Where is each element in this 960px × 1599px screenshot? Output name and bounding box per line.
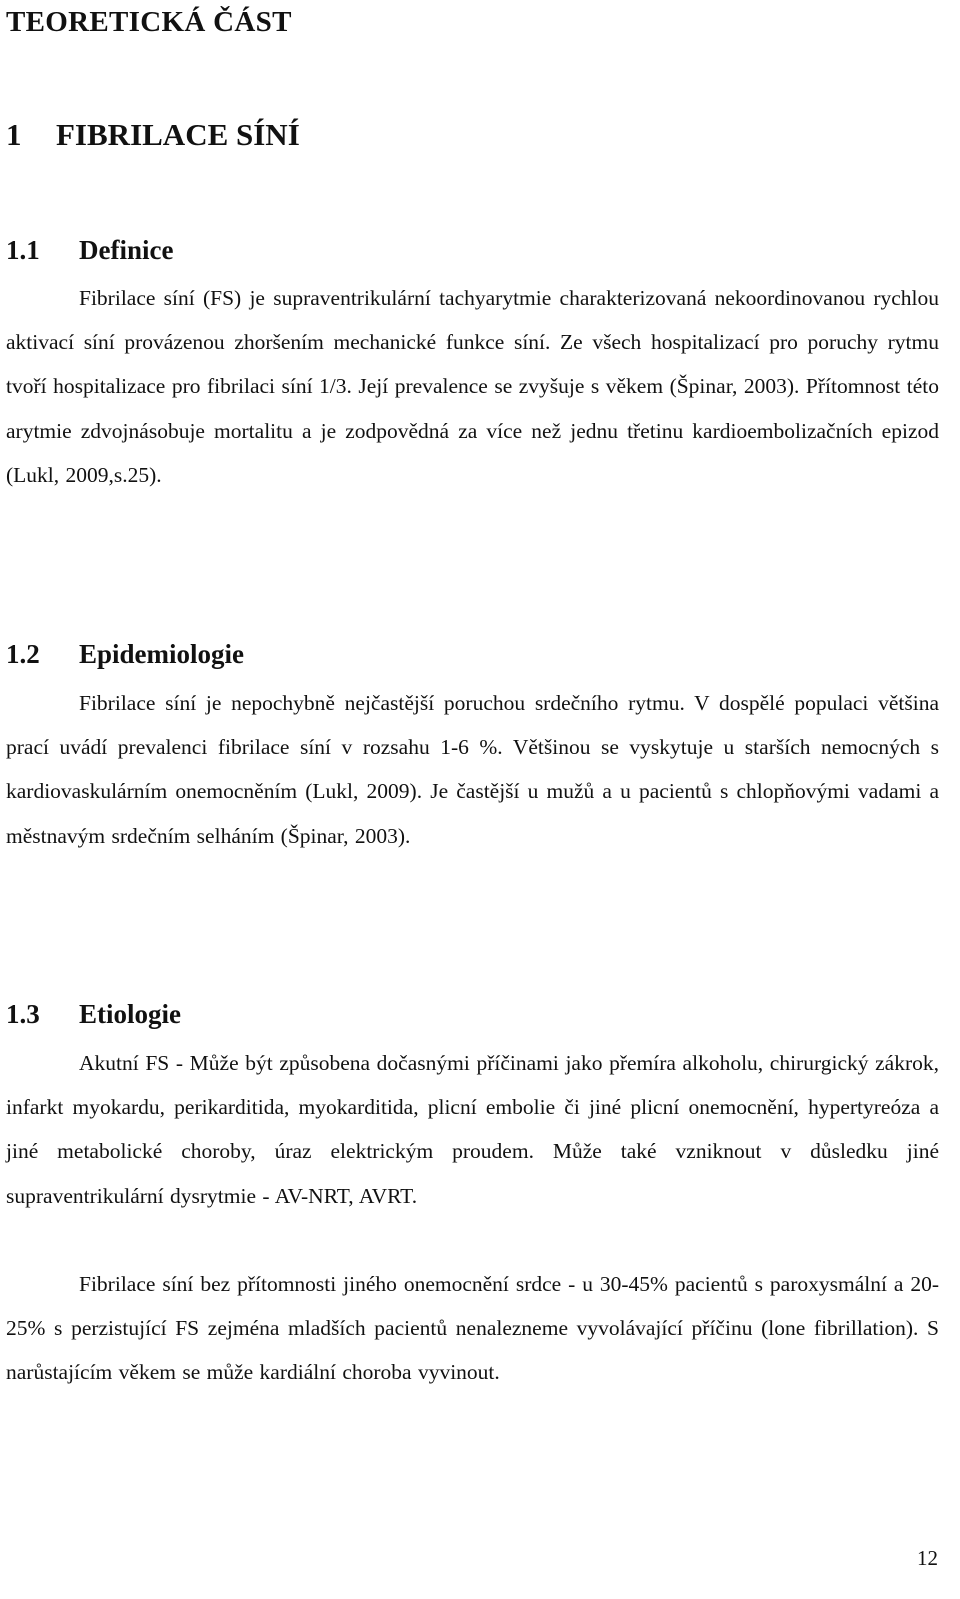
chapter-title-text: FIBRILACE SÍNÍ: [56, 117, 300, 152]
paragraph-definice: Fibrilace síní (FS) je supraventrikulární tachyarytmie charakterizovaná nekoordinovanou rychlou aktivací síní provázenou zhoršením mechanické funkce síní. Ze všech hospitalizací pro poruchy rytmu tvoří hospitalizace pro fibrilaci síní 1/3. Její prevalence se zvyšuje s věkem (Špinar, 2003). Přítomnost této arytmie zdvojnásobuje mortalitu a je zodpovědná za více než jednu třetinu kardioembolizačních epizod (Lukl, 2009,s.25).: [6, 286, 939, 487]
part-title: TEORETICKÁ ČÁST: [6, 6, 292, 38]
section-title: Etiologie: [79, 999, 181, 1029]
section-heading-epidemiologie: [6, 636, 244, 672]
section-heading-definice: [6, 232, 173, 268]
section-heading-etiologie: [6, 996, 181, 1032]
paragraph-etiologie-lone: Fibrilace síní bez přítomnosti jiného onemocnění srdce - u 30-45% pacientů s paroxysmální a 20-25% s perzistující FS zejména mladších pacientů nenalezneme vyvolávající příčinu (lone fibrillation). S narůstajícím věkem se může kardiální choroba vyvinout.: [6, 1272, 939, 1385]
chapter-title: [6, 114, 300, 156]
section-number: 1.2: [6, 639, 40, 669]
paragraph-epidemiologie: Fibrilace síní je nepochybně nejčastější poruchou srdečního rytmu. V dospělé populaci většina prací uvádí prevalenci fibrilace síní v rozsahu 1-6 %. Většinou se vyskytuje u starších nemocných s kardiovaskulárním onemocněním (Lukl, 2009). Je častější u mužů a u pacientů s chlopňovými vadami a městnavým srdečním selháním (Špinar, 2003).: [6, 691, 939, 848]
section-title: Epidemiologie: [79, 639, 245, 669]
section-title: Definice: [79, 235, 174, 265]
page-number: 12: [917, 1546, 938, 1570]
paragraph-etiologie-akutni: Akutní FS - Může být způsobena dočasnými příčinami jako přemíra alkoholu, chirurgický zákrok, infarkt myokardu, perikarditida, myokarditida, plicní embolie či jiné plicní onemocnění, hypertyreóza a jiné metabolické choroby, úraz elektrickým proudem. Může také vzniknout v důsledku jiné supraventrikulární dysrytmie - AV-NRT, AVRT.: [6, 1051, 939, 1208]
section-number: 1.1: [6, 235, 40, 265]
section-number: 1.3: [6, 999, 40, 1029]
chapter-number: 1: [6, 117, 22, 152]
